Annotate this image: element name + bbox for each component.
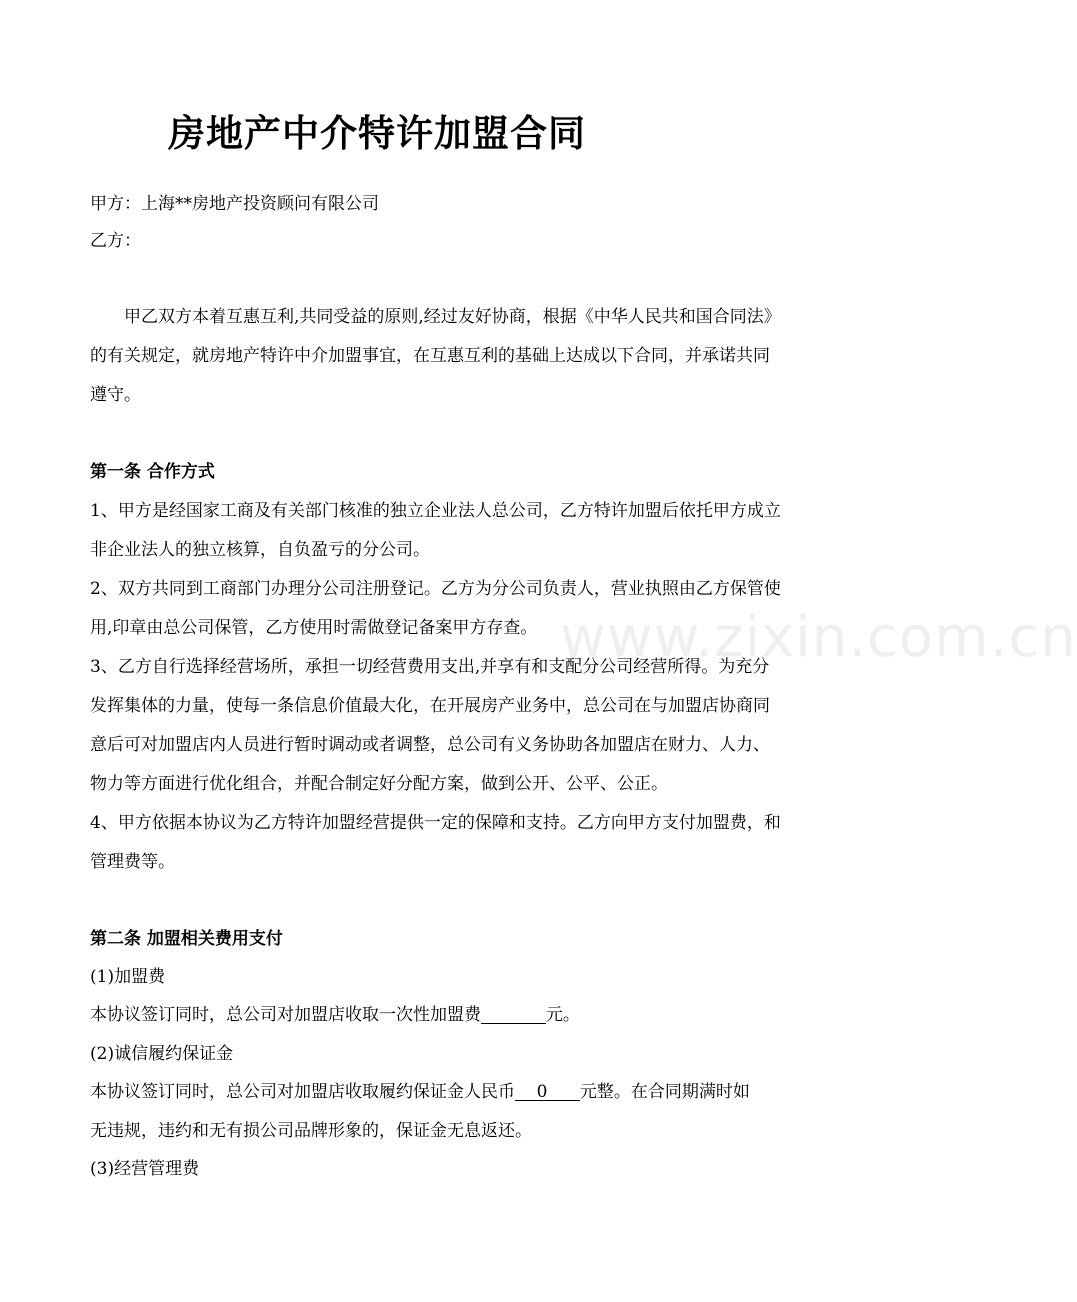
item1-text [90,1004,840,1026]
article1-line: 3、乙方自行选择经营场所，承担一切经营费用支出,并享有和支配分公司经营所得。为充分 [90,657,770,677]
party-b: 乙方： [90,231,141,251]
item1-text-before: 本协议签订同时，总公司对加盟店收取一次性加盟费 [90,1005,481,1025]
deposit-amount-blank: 0 [515,1082,580,1102]
item2-text-after: 元整。在合同期满时如 [579,1082,750,1102]
item1-title: (1)加盟费 [90,967,166,987]
party-a: 甲方：上海**房地产投资顾问有限公司 [90,194,379,214]
intro-line: 的有关规定，就房地产特许中介加盟事宜，在互惠互利的基础上达成以下合同，并承诺共同 [90,346,770,366]
item1-text-after: 元。 [545,1005,580,1025]
article1-line: 意后可对加盟店内人员进行暂时调动或者调整，总公司有义务协助各加盟店在财力、人力、 [90,735,770,755]
item2-line2: 无违规，违约和无有损公司品牌形象的，保证金无息返还。 [90,1121,532,1141]
intro-line: 遵守。 [90,385,141,405]
article1-line: 发挥集体的力量，使每一条信息价值最大化，在开展房产业务中，总公司在与加盟店协商同 [90,696,770,716]
item2-text-before: 本协议签订同时，总公司对加盟店收取履约保证金人民币 [90,1082,515,1102]
article1-line: 非企业法人的独立核算，自负盈亏的分公司。 [90,540,430,560]
item3-title: (3)经营管理费 [90,1159,200,1179]
article1-line: 1、甲方是经国家工商及有关部门核准的独立企业法人总公司，乙方特许加盟后依托甲方成立 [90,501,781,521]
article1-line: 管理费等。 [90,852,175,872]
article1-heading: 第一条 合作方式 [90,462,215,482]
item2-title: (2)诚信履约保证金 [90,1044,234,1064]
article1-line: 物力等方面进行优化组合，并配合制定好分配方案，做到公开、公平、公正。 [90,774,668,794]
article1-line: 用,印章由总公司保管，乙方使用时需做登记备案甲方存查。 [90,618,538,638]
article2-heading: 第二条 加盟相关费用支付 [90,929,283,949]
fee-amount-blank [481,1004,546,1026]
watermark: www.zixin.com.cn [560,605,1077,670]
article1-line: 2、双方共同到工商部门办理分公司注册登记。乙方为分公司负责人，营业执照由乙方保管使 [90,579,781,599]
intro-line: 甲乙双方本着互惠互利,共同受益的原则,经过友好协商，根据《中华人民共和国合同法》 [90,307,781,327]
document-title: 房地产中介特许加盟合同 [168,112,586,155]
item2-text [90,1081,840,1103]
article1-line: 4、甲方依据本协议为乙方特许加盟经营提供一定的保障和支持。乙方向甲方支付加盟费，和 [90,813,781,833]
